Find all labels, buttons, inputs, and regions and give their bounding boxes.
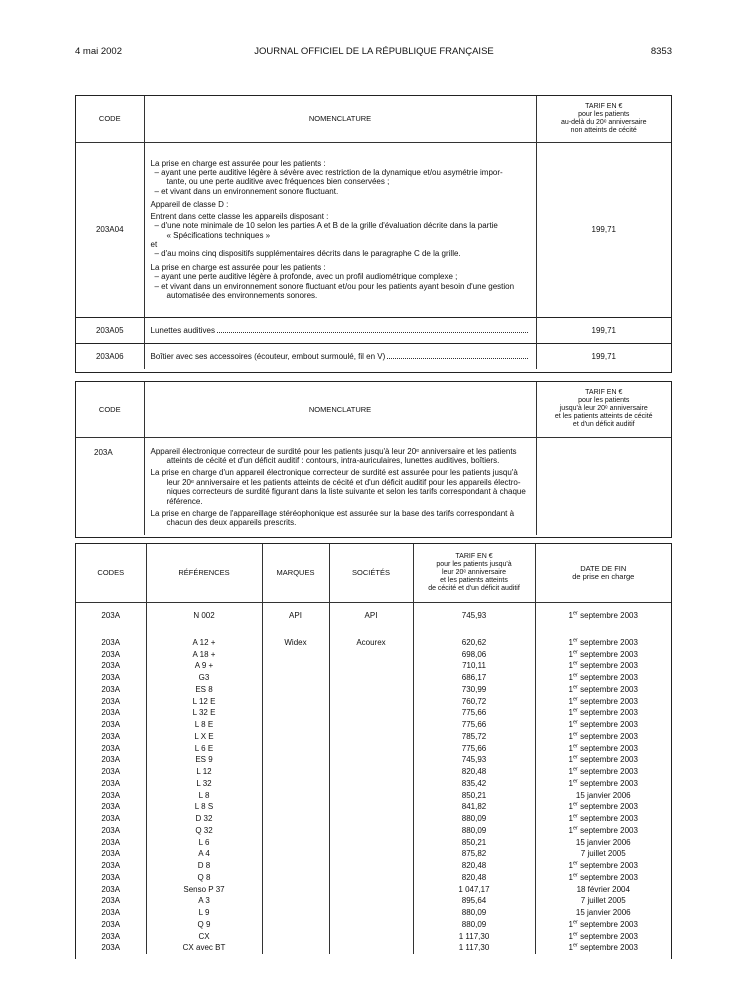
date-cell: 1er septembre 2003 [568, 942, 638, 953]
societe-cell [329, 813, 413, 825]
reference-cell: L 32 E [146, 707, 262, 719]
table-row [76, 931, 671, 943]
date-cell: 1er septembre 2003 [568, 648, 638, 659]
marque-cell [262, 813, 329, 825]
table-row [76, 649, 671, 661]
table-row [76, 672, 671, 684]
reference-cell: A 12 + [146, 637, 262, 649]
col-header-code: CODE [76, 96, 144, 142]
col-header-marques: MARQUES [262, 544, 329, 602]
code-cell: 203A [76, 766, 146, 778]
nomenclature-cell [144, 343, 536, 369]
societe-cell [329, 884, 413, 896]
societe-cell [329, 837, 413, 849]
reference-cell: Q 9 [146, 919, 262, 931]
tarif-header-line: au-delà du 20ᵉ anniversaire [561, 118, 647, 126]
nomenclature-text-line: Entrent dans cette classe les appareils disposant : [150, 211, 329, 221]
tarif-header-line: non atteints de cécité [570, 126, 637, 134]
table-row [76, 790, 671, 802]
nomenclature-text-line: leur 20ᵉ anniversaire et les patients atteints de cécité et d'un déficit auditif pour les appareils électro- [166, 477, 521, 487]
nomenclature-text-line: « Spécifications techniques » [166, 230, 271, 240]
code-cell: 203A [76, 437, 144, 535]
marque-cell [262, 790, 329, 802]
marque-cell [262, 884, 329, 896]
marque-cell [262, 931, 329, 943]
nomenclature-text-line: – et vivant dans un environnement sonore fluctuant et/ou pour les patients ayant besoin d'une gestion [154, 281, 515, 291]
reference-cell: L 12 E [146, 696, 262, 708]
tarif-cell: 710,11 [413, 660, 535, 672]
references-price-table [75, 543, 672, 959]
marque-cell: Widex [262, 637, 329, 649]
date-cell: 1er septembre 2003 [568, 813, 638, 823]
societe-cell [329, 754, 413, 766]
table-row [76, 848, 671, 860]
nomenclature-text-line: – d'une note minimale de 10 selon les parties A et B de la grille d'évaluation décrite dans la partie [154, 221, 498, 231]
reference-cell: L 12 [146, 766, 262, 778]
nomenclature-paragraph [151, 468, 530, 506]
nomenclature-cell [144, 437, 536, 535]
code-cell: 203A [76, 860, 146, 872]
reference-cell: G3 [146, 672, 262, 684]
date-header-line: DATE DE FIN [580, 563, 627, 573]
table-row [76, 942, 671, 954]
tarif-cell: 730,99 [413, 684, 535, 696]
code-cell: 203A [76, 848, 146, 860]
table-row [76, 684, 671, 696]
table-row [76, 731, 671, 743]
tarif-cell: 745,93 [413, 754, 535, 766]
tarif-cell: 1 117,30 [413, 942, 535, 954]
date-cell: 1er septembre 2003 [568, 872, 638, 882]
tarif-cell: 775,66 [413, 743, 535, 755]
nomenclature-paragraph [151, 447, 530, 466]
societe-cell [329, 907, 413, 919]
marque-cell [262, 731, 329, 743]
societe-cell [329, 848, 413, 860]
date-cell: 1er septembre 2003 [568, 801, 638, 812]
tarif-cell: 199,71 [536, 317, 671, 343]
table-row [76, 907, 671, 919]
tarif-cell: 199,71 [536, 343, 671, 369]
code-cell: 203A [76, 610, 146, 622]
date-cell: 1er septembre 2003 [568, 778, 638, 788]
marque-cell [262, 801, 329, 813]
nomenclature-text-line: référence. [166, 496, 203, 506]
societe-cell: API [329, 610, 413, 622]
table-row [76, 895, 671, 907]
tarif-header-line: TARIF EN € [585, 389, 623, 397]
date-cell: 15 janvier 2006 [575, 908, 631, 917]
code-cell: 203A04 [76, 142, 144, 317]
date-cell: 1er septembre 2003 [568, 766, 638, 776]
marque-cell [262, 672, 329, 684]
tarif-cell: 820,48 [413, 872, 535, 884]
nomenclature-text-line: La prise en charge est assurée pour les patients : [150, 262, 326, 272]
col-header-code: CODE [76, 382, 144, 437]
nomenclature-label: Lunettes auditives [150, 325, 215, 335]
date-cell: 1er septembre 2003 [568, 860, 638, 870]
table-row [76, 719, 671, 731]
code-cell: 203A [76, 707, 146, 719]
col-header-codes: CODES [76, 544, 146, 602]
marque-cell: API [262, 610, 329, 622]
societe-cell [329, 790, 413, 802]
code-cell: 203A [76, 672, 146, 684]
reference-cell: ES 8 [146, 684, 262, 696]
table-row [76, 837, 671, 849]
tarif-header-line: et les patients atteints [440, 576, 508, 584]
header-date: 4 mai 2002 [75, 46, 123, 57]
tarif-cell: 820,48 [413, 766, 535, 778]
col-header-tarif [536, 96, 671, 142]
date-cell: 15 janvier 2006 [575, 790, 631, 800]
societe-cell [329, 731, 413, 743]
date-cell: 1er septembre 2003 [568, 919, 638, 929]
code-cell: 203A [76, 684, 146, 696]
code-cell: 203A06 [76, 343, 144, 369]
societe-cell [329, 895, 413, 907]
reference-cell: Senso P 37 [146, 884, 262, 896]
reference-cell: CX [146, 931, 262, 943]
nomenclature-text-line: Appareil électronique correcteur de surdité pour les patients jusqu'à leur 20ᵉ anniversaire et les patients [150, 446, 517, 456]
date-cell: 1er septembre 2003 [568, 754, 638, 765]
reference-cell: A 18 + [146, 649, 262, 661]
societe-cell [329, 942, 413, 954]
nomenclature-text-line: atteints de cécité et d'un déficit auditif : contours, intra-auriculaires, lunettes auditives, boîtiers. [166, 455, 500, 465]
reference-cell: L 32 [146, 778, 262, 790]
nomenclature-label: Boîtier avec ses accessoires (écouteur, embout surmoulé, fil en V) [150, 351, 386, 361]
tarif-cell: 698,06 [413, 649, 535, 661]
nomenclature-paragraph [151, 509, 530, 528]
table-row [76, 766, 671, 778]
table-row [76, 884, 671, 896]
tarif-cell: 835,42 [413, 778, 535, 790]
col-header-date [535, 544, 671, 602]
societe-cell [329, 649, 413, 661]
nomenclature-text-line: – d'au moins cinq dispositifs supplémentaires décrits dans le paragraphe C de la grille. [154, 249, 461, 259]
date-cell: 1er septembre 2003 [568, 684, 638, 694]
tarif-cell: 841,82 [413, 801, 535, 813]
tarif-header-line: de cécité et d'un déficit auditif [428, 584, 520, 592]
societe-cell [329, 825, 413, 837]
societe-cell [329, 801, 413, 813]
societe-cell [329, 860, 413, 872]
tarif-header-line: TARIF EN € [585, 102, 623, 110]
tarif-cell: 199,71 [591, 225, 616, 234]
code-cell: 203A [76, 919, 146, 931]
tarif-cell: 895,64 [413, 895, 535, 907]
table-row [76, 825, 671, 837]
nomenclature-text-line: Appareil de classe D : [150, 200, 229, 210]
table-row [76, 919, 671, 931]
tarif-cell: 880,09 [413, 813, 535, 825]
reference-cell: A 4 [146, 848, 262, 860]
code-cell: 203A [76, 696, 146, 708]
marque-cell [262, 696, 329, 708]
table-row [76, 696, 671, 708]
societe-cell [329, 872, 413, 884]
marque-cell [262, 837, 329, 849]
reference-cell: D 8 [146, 860, 262, 872]
tarif-cell: 785,72 [413, 731, 535, 743]
code-cell: 203A [76, 754, 146, 766]
tarif-cell: 880,09 [413, 907, 535, 919]
marque-cell [262, 778, 329, 790]
tarif-cell: 1 117,30 [413, 931, 535, 943]
reference-cell: N 002 [146, 610, 262, 622]
date-cell: 18 février 2004 [576, 884, 630, 894]
table-row [76, 707, 671, 719]
date-cell: 1er septembre 2003 [568, 719, 638, 729]
marque-cell [262, 848, 329, 860]
nomenclature-text-line: – ayant une perte auditive légère à profonde, avec un profil audiométrique complexe ; [154, 272, 458, 282]
code-cell: 203A [76, 637, 146, 649]
date-cell: 15 janvier 2006 [575, 837, 631, 847]
table-row [76, 660, 671, 672]
nomenclature-text-line: niques correcteurs de surdité figurant dans la liste suivante et selon les tarifs correspondant à chaque [166, 487, 526, 497]
tarif-cell: 620,62 [413, 637, 535, 649]
societe-cell [329, 766, 413, 778]
table-row [76, 872, 671, 884]
marque-cell [262, 743, 329, 755]
reference-cell: Q 8 [146, 872, 262, 884]
marque-cell [262, 919, 329, 931]
code-cell: 203A [76, 649, 146, 661]
reference-cell: L 6 [146, 837, 262, 849]
col-header-nomenclature: NOMENCLATURE [144, 382, 536, 437]
tarif-cell [536, 437, 671, 535]
code-cell: 203A [76, 884, 146, 896]
reference-cell: D 32 [146, 813, 262, 825]
reference-cell: A 9 + [146, 660, 262, 672]
date-cell: 1er septembre 2003 [568, 742, 638, 753]
table-row [76, 778, 671, 790]
societe-cell [329, 660, 413, 672]
societe-cell [329, 778, 413, 790]
nomenclature-cell [144, 317, 536, 343]
societe-cell [329, 684, 413, 696]
date-cell: 7 juillet 2005 [580, 896, 626, 906]
tarif-cell: 1 047,17 [413, 884, 535, 896]
date-cell: 1er septembre 2003 [568, 707, 638, 718]
tarif-header-line: pour les patients jusqu'à [436, 560, 512, 568]
col-header-nomenclature: NOMENCLATURE [144, 96, 536, 142]
code-cell: 203A [76, 743, 146, 755]
marque-cell [262, 907, 329, 919]
reference-cell: L X E [146, 731, 262, 743]
date-header-line: de prise en charge [572, 571, 635, 581]
code-cell: 203A [76, 731, 146, 743]
code-cell: 203A [76, 895, 146, 907]
societe-cell [329, 919, 413, 931]
societe-cell [329, 707, 413, 719]
nomenclature-table-children [75, 381, 672, 538]
date-cell: 1er septembre 2003 [568, 610, 638, 620]
nomenclature-text-line: automatisée des environnements sonores. [166, 290, 318, 300]
tarif-cell: 760,72 [413, 696, 535, 708]
date-cell: 1er septembre 2003 [568, 930, 638, 941]
marque-cell [262, 766, 329, 778]
societe-cell [329, 719, 413, 731]
tarif-cell: 880,09 [413, 919, 535, 931]
tarif-header-line: pour les patients [578, 110, 630, 118]
reference-cell: CX avec BT [146, 942, 262, 954]
marque-cell [262, 754, 329, 766]
code-cell: 203A [76, 907, 146, 919]
nomenclature-cell [144, 142, 536, 317]
nomenclature-text-line: La prise en charge de l'appareillage stéréophonique est assurée sur la base des tarifs correspondant à [150, 508, 515, 518]
reference-cell: L 8 E [146, 719, 262, 731]
tarif-cell: 775,66 [413, 707, 535, 719]
marque-cell [262, 649, 329, 661]
tarif-cell: 686,17 [413, 672, 535, 684]
code-cell: 203A [76, 801, 146, 813]
code-cell: 203A [76, 837, 146, 849]
reference-cell: ES 9 [146, 754, 262, 766]
code-cell: 203A [76, 825, 146, 837]
reference-cell: L 8 S [146, 801, 262, 813]
tarif-cell: 850,21 [413, 790, 535, 802]
marque-cell [262, 825, 329, 837]
date-cell: 1er septembre 2003 [568, 660, 638, 671]
table-row [76, 801, 671, 813]
tarif-cell: 745,93 [413, 610, 535, 622]
date-cell: 1er septembre 2003 [568, 637, 638, 647]
reference-cell: A 3 [146, 895, 262, 907]
reference-cell: L 9 [146, 907, 262, 919]
tarif-cell: 850,21 [413, 837, 535, 849]
tarif-header-line: TARIF EN € [455, 552, 493, 560]
code-cell: 203A [76, 942, 146, 954]
nomenclature-text-line: La prise en charge est assurée pour les patients : [150, 158, 326, 168]
reference-cell: L 8 [146, 790, 262, 802]
marque-cell [262, 660, 329, 672]
nomenclature-table-adults [75, 95, 672, 373]
col-header-references: RÉFÉRENCES [146, 544, 262, 602]
header-page-number: 8353 [650, 46, 672, 57]
code-cell: 203A [76, 790, 146, 802]
code-cell: 203A05 [76, 317, 144, 343]
code-cell: 203A [76, 719, 146, 731]
tarif-cell: 880,09 [413, 825, 535, 837]
societe-cell [329, 696, 413, 708]
marque-cell [262, 707, 329, 719]
date-cell: 7 juillet 2005 [580, 849, 626, 859]
marque-cell [262, 860, 329, 872]
tarif-header-line: et les patients atteints de cécité [554, 413, 653, 421]
header-journal-title: JOURNAL OFFICIEL DE LA RÉPUBLIQUE FRANÇAISE [254, 46, 494, 57]
marque-cell [262, 719, 329, 731]
code-cell: 203A [76, 931, 146, 943]
societe-cell [329, 931, 413, 943]
marque-cell [262, 942, 329, 954]
tarif-cell: 820,48 [413, 860, 535, 872]
tarif-header-line: pour les patients [578, 397, 630, 405]
table-row [76, 743, 671, 755]
tarif-cell: 775,66 [413, 719, 535, 731]
date-cell: 1er septembre 2003 [568, 825, 638, 835]
tarif-cell: 875,82 [413, 848, 535, 860]
nomenclature-text-line: – et vivant dans un environnement sonore fluctuant. [154, 186, 339, 196]
marque-cell [262, 684, 329, 696]
date-cell: 1er septembre 2003 [568, 695, 638, 706]
reference-cell: Q 32 [146, 825, 262, 837]
societe-cell [329, 672, 413, 684]
societe-cell [329, 743, 413, 755]
table-row [76, 754, 671, 766]
nomenclature-text-line: chacun des deux appareils prescrits. [166, 518, 297, 528]
tarif-header-line: jusqu'à leur 20ᵉ anniversaire [559, 405, 648, 413]
code-cell: 203A [76, 813, 146, 825]
code-cell: 203A [76, 778, 146, 790]
col-header-tarif [536, 382, 671, 437]
code-cell: 203A [76, 660, 146, 672]
code-cell: 203A [76, 872, 146, 884]
col-header-tarif [413, 544, 535, 602]
date-cell: 1er septembre 2003 [568, 731, 638, 741]
societe-cell: Acourex [329, 637, 413, 649]
date-cell: 1er septembre 2003 [568, 672, 638, 682]
nomenclature-text-line: et [150, 239, 158, 249]
marque-cell [262, 872, 329, 884]
tarif-header-line: leur 20ᵉ anniversaire [441, 568, 507, 576]
reference-cell: L 6 E [146, 743, 262, 755]
table-row [76, 860, 671, 872]
table-row [76, 637, 671, 649]
nomenclature-text-line: – ayant une perte auditive légère à sévère avec restriction de la dynamique et/ou asymétrie impor- [154, 168, 503, 178]
nomenclature-text-line: La prise en charge d'un appareil électronique correcteur de surdité est assurée pour les patients jusqu'à [150, 468, 518, 478]
table-row [76, 610, 671, 622]
table-row [76, 813, 671, 825]
nomenclature-text-line: tante, ou une perte auditive avec fréquences bien conservées ; [166, 177, 390, 187]
marque-cell [262, 895, 329, 907]
tarif-header-line: et d'un déficit auditif [572, 421, 635, 429]
col-header-societes: SOCIÉTÉS [329, 544, 413, 602]
